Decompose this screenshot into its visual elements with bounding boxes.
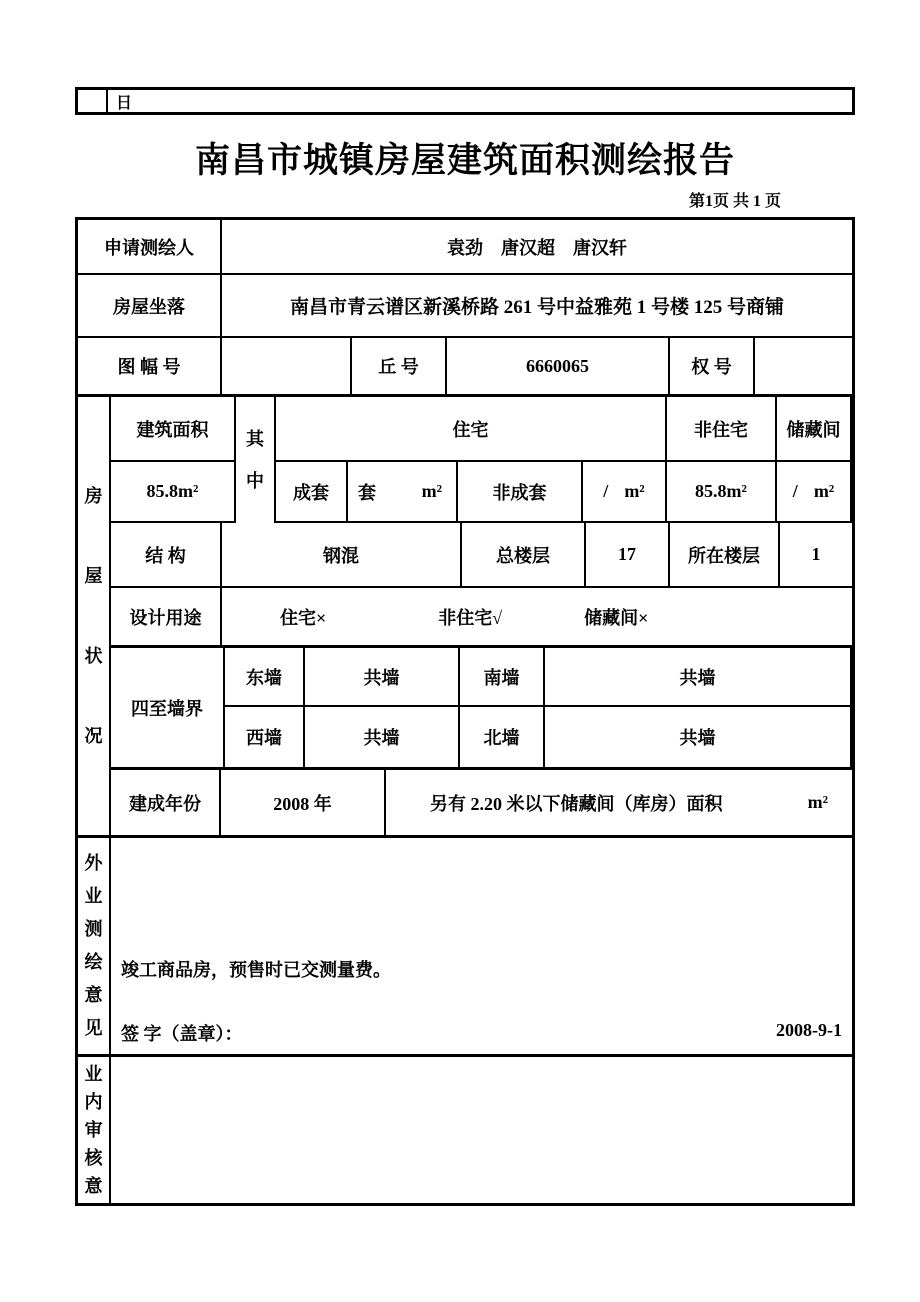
- floor-value-cell: 1: [780, 523, 852, 588]
- location-value-cell: 南昌市青云谱区新溪桥路 261 号中益雅苑 1 号楼 125 号商铺: [222, 275, 852, 338]
- north-wall-value-cell: 共墙: [545, 707, 852, 770]
- section-internal-review: [78, 1057, 852, 1203]
- walls-grid: [225, 648, 852, 770]
- map-no-value-cell: [222, 338, 352, 397]
- location-label-cell: 房屋坐落: [78, 275, 222, 338]
- field-opinion-section-label-cell: [78, 838, 111, 1054]
- row-location: [78, 275, 852, 338]
- header-strip-label: 日: [116, 94, 133, 112]
- housing-status-body: [111, 397, 852, 835]
- qiu-no-label-cell: 丘 号: [352, 338, 447, 397]
- applicant-label-cell: 申请测绘人: [78, 220, 222, 275]
- south-wall-value-cell: 共墙: [545, 648, 852, 707]
- area-header-cell: 建筑面积: [111, 397, 236, 462]
- area-storage-value-cell: [777, 462, 852, 523]
- map-no-label-cell: 图 幅 号: [78, 338, 222, 397]
- design-use-non-residential: 非住宅√: [438, 607, 503, 628]
- design-use-residential: 住宅×: [280, 607, 327, 628]
- walls-label-cell: 四至墙界: [111, 648, 225, 770]
- design-use-storage: 储藏间×: [584, 607, 649, 628]
- row-year-built: [111, 770, 852, 835]
- row-applicant: [78, 220, 852, 275]
- north-wall-label-cell: 北墙: [460, 707, 545, 770]
- internal-review-body: [111, 1057, 852, 1203]
- area-complete-label-cell: 成套: [276, 462, 348, 523]
- signature-date: 2008-9-1: [776, 1020, 842, 1040]
- area-storage-header-cell: 储藏间: [777, 397, 852, 462]
- storage-note-cell: [386, 770, 852, 835]
- west-wall-label-cell: 西墙: [225, 707, 305, 770]
- floor-label-cell: 所在楼层: [670, 523, 780, 588]
- field-opinion-text: 竣工商品房，预售时已交测量费。: [121, 960, 391, 980]
- page-title: 南昌市城镇房屋建筑面积测绘报告: [194, 141, 735, 180]
- signature-line: [111, 1020, 852, 1046]
- year-label-cell: 建成年份: [111, 770, 221, 835]
- quan-no-label-cell: 权 号: [670, 338, 755, 397]
- storage-note-unit: m²: [807, 792, 828, 812]
- header-strip-cell: [108, 90, 852, 112]
- area-complete-value-cell: [348, 462, 458, 523]
- area-incomplete-value-cell: [583, 462, 667, 523]
- applicant-value-cell: 袁劲 唐汉超 唐汉轩: [222, 220, 852, 275]
- row-walls: [111, 648, 852, 770]
- structure-value-cell: 钢混: [222, 523, 462, 588]
- qiu-no-value-cell: 6660065: [447, 338, 670, 397]
- year-value-cell: 2008 年: [221, 770, 386, 835]
- row-map-number: [78, 338, 852, 397]
- area-non-residential-value-cell: 85.8m²: [667, 462, 777, 523]
- storage-note-text: 另有 2.20 米以下储藏间（库房）面积: [430, 793, 723, 814]
- internal-review-section-label-cell: [78, 1057, 111, 1203]
- area-incomplete-label-cell: 非成套: [458, 462, 583, 523]
- area-storage-unit: m²: [813, 481, 835, 501]
- internal-review-section-label: 业内审核意: [84, 1064, 103, 1196]
- area-among-label: 其中: [245, 429, 264, 491]
- total-floors-value-cell: 17: [586, 523, 670, 588]
- field-opinion-body: [111, 838, 852, 1054]
- east-wall-value-cell: 共墙: [305, 648, 460, 707]
- area-complete-unit: m²: [421, 481, 442, 501]
- east-wall-label-cell: 东墙: [225, 648, 305, 707]
- housing-status-section-label-cell: [78, 397, 111, 835]
- quan-no-value-cell: [755, 338, 852, 397]
- area-complete-unit-label: 套: [358, 482, 376, 503]
- area-incomplete-slash: /: [603, 481, 609, 501]
- field-opinion-section-label: 外业测绘意见: [84, 853, 103, 1038]
- page-number: 第1页 共 1 页: [688, 193, 781, 210]
- area-non-residential-header-cell: 非住宅: [667, 397, 777, 462]
- total-floors-label-cell: 总楼层: [462, 523, 586, 588]
- area-storage-slash: /: [792, 481, 798, 501]
- design-use-label-cell: 设计用途: [111, 588, 222, 648]
- header-strip-corner-cell: [78, 90, 108, 112]
- section-field-opinion: [78, 838, 852, 1057]
- row-design-use: [111, 588, 852, 648]
- header-strip: [75, 87, 855, 115]
- signature-label: 签 字（盖章）：: [121, 1024, 243, 1044]
- document-content: [75, 87, 855, 1206]
- design-use-value-cell: [222, 588, 852, 648]
- section-housing-status: [78, 397, 852, 838]
- row-structure: [111, 523, 852, 588]
- area-residential-header-cell: 住宅: [276, 397, 667, 462]
- west-wall-value-cell: 共墙: [305, 707, 460, 770]
- area-grid: [111, 397, 852, 523]
- area-incomplete-unit: m²: [624, 481, 645, 501]
- south-wall-label-cell: 南墙: [460, 648, 545, 707]
- housing-status-section-label: 房屋状况: [84, 486, 103, 746]
- area-total-value-cell: 85.8m²: [111, 462, 236, 523]
- area-among-cell: [236, 397, 276, 523]
- form-table: [75, 217, 855, 1206]
- structure-label-cell: 结 构: [111, 523, 222, 588]
